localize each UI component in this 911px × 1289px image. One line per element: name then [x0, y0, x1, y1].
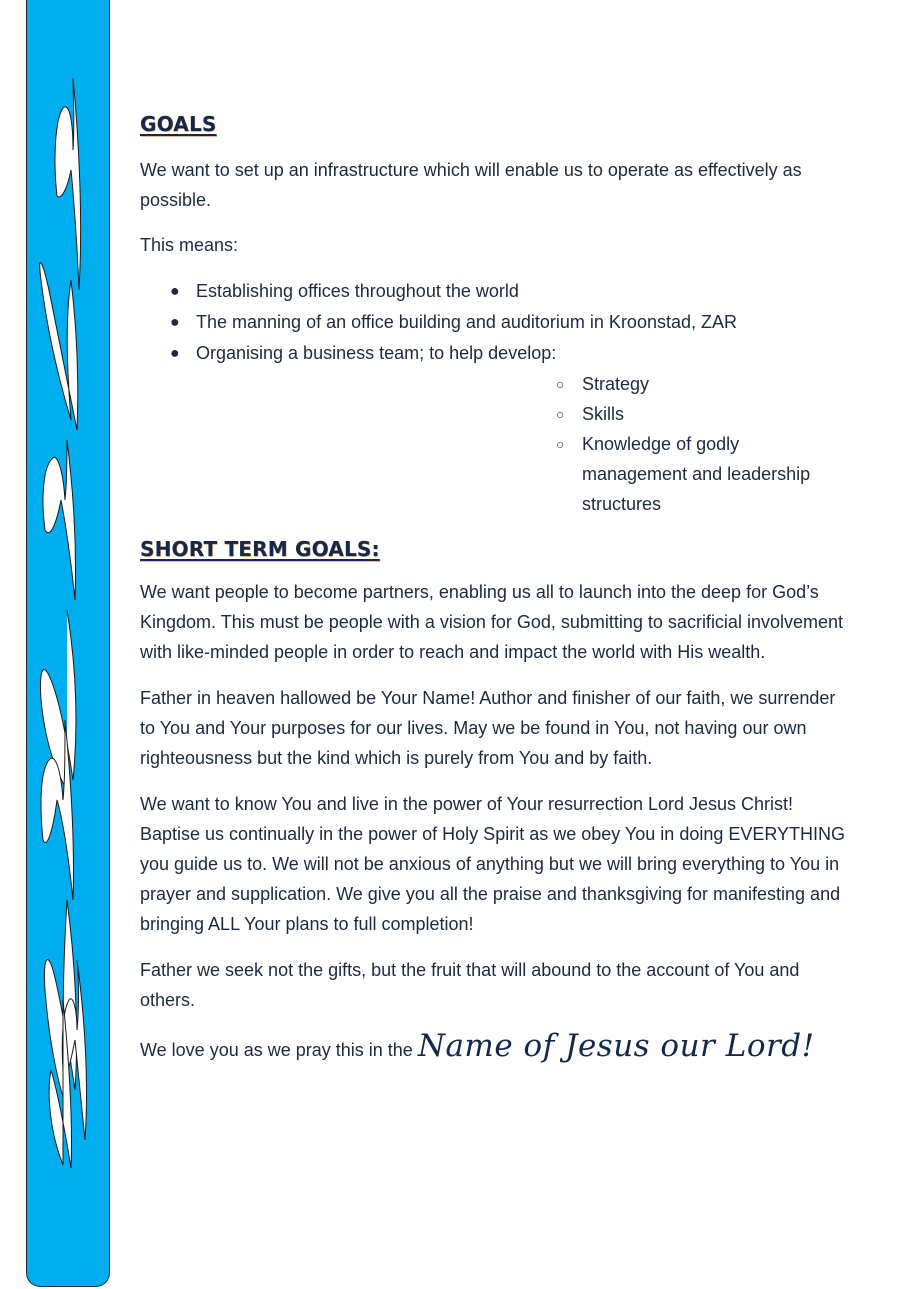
closing-script-text: Name of Jesus our Lord! [417, 1028, 815, 1064]
list-item: ○ Knowledge of godly management and leadership structures [526, 429, 842, 519]
list-item: ○ Skills [526, 399, 842, 429]
list-item: ● Organising a business team; to help develop: [140, 338, 850, 369]
document-body [140, 108, 850, 1081]
decorative-side-bar [26, 0, 110, 1287]
hollow-bullet-icon: ○ [556, 376, 565, 392]
closing-line [140, 1028, 850, 1065]
paragraph: We want people to become partners, enabling us all to launch into the deep for God’s Kingdom. This must be people with a vision for God, submitting to sacrificial involvement with like-minded people in order to reach and impact the world with His wealth. [140, 582, 843, 662]
hollow-bullet-icon: ○ [556, 436, 565, 452]
goals-intro: We want to set up an infrastructure which will enable us to operate as effectively as possible. [140, 160, 802, 210]
hollow-bullet-icon: ○ [556, 406, 565, 422]
bullet-icon: ● [170, 283, 180, 300]
list-item: ● Establishing offices throughout the world [140, 276, 850, 307]
closing-prefix: We love you as we pray this in the [140, 1040, 413, 1060]
goals-bullet-list [140, 276, 850, 369]
bullet-icon: ● [170, 345, 180, 362]
list-item: ● The manning of an office building and auditorium in Kroonstad, ZAR [140, 307, 850, 338]
paragraph: We want to know You and live in the power of Your resurrection Lord Jesus Christ! Baptise us continually in the power of Holy Spirit as we obey You in doing EVERYTHING you guide us to. We will not be anxious of anything but we will bring everything to You in prayer and supplication. We give you all the praise and thanksgiving for manifesting and bringing ALL Your plans to full completion! [140, 794, 846, 934]
bullet-icon: ● [170, 314, 180, 331]
means-label: This means: [140, 235, 239, 255]
swoosh-ornament-icon [27, 0, 111, 1289]
paragraph: Father in heaven hallowed be Your Name! Author and finisher of our faith, we surrender to You and Your purposes for our lives. May we be found in You, not having our own righteousness but the kind which is purely from You and by faith. [140, 688, 836, 768]
short-term-goals-heading: SHORT TERM GOALS: [140, 537, 380, 561]
goals-heading: GOALS [140, 112, 217, 136]
paragraph: Father we seek not the gifts, but the fruit that will abound to the account of You and others. [140, 960, 800, 1010]
list-item: ○ Strategy [526, 369, 842, 399]
goals-sub-list [140, 369, 850, 519]
